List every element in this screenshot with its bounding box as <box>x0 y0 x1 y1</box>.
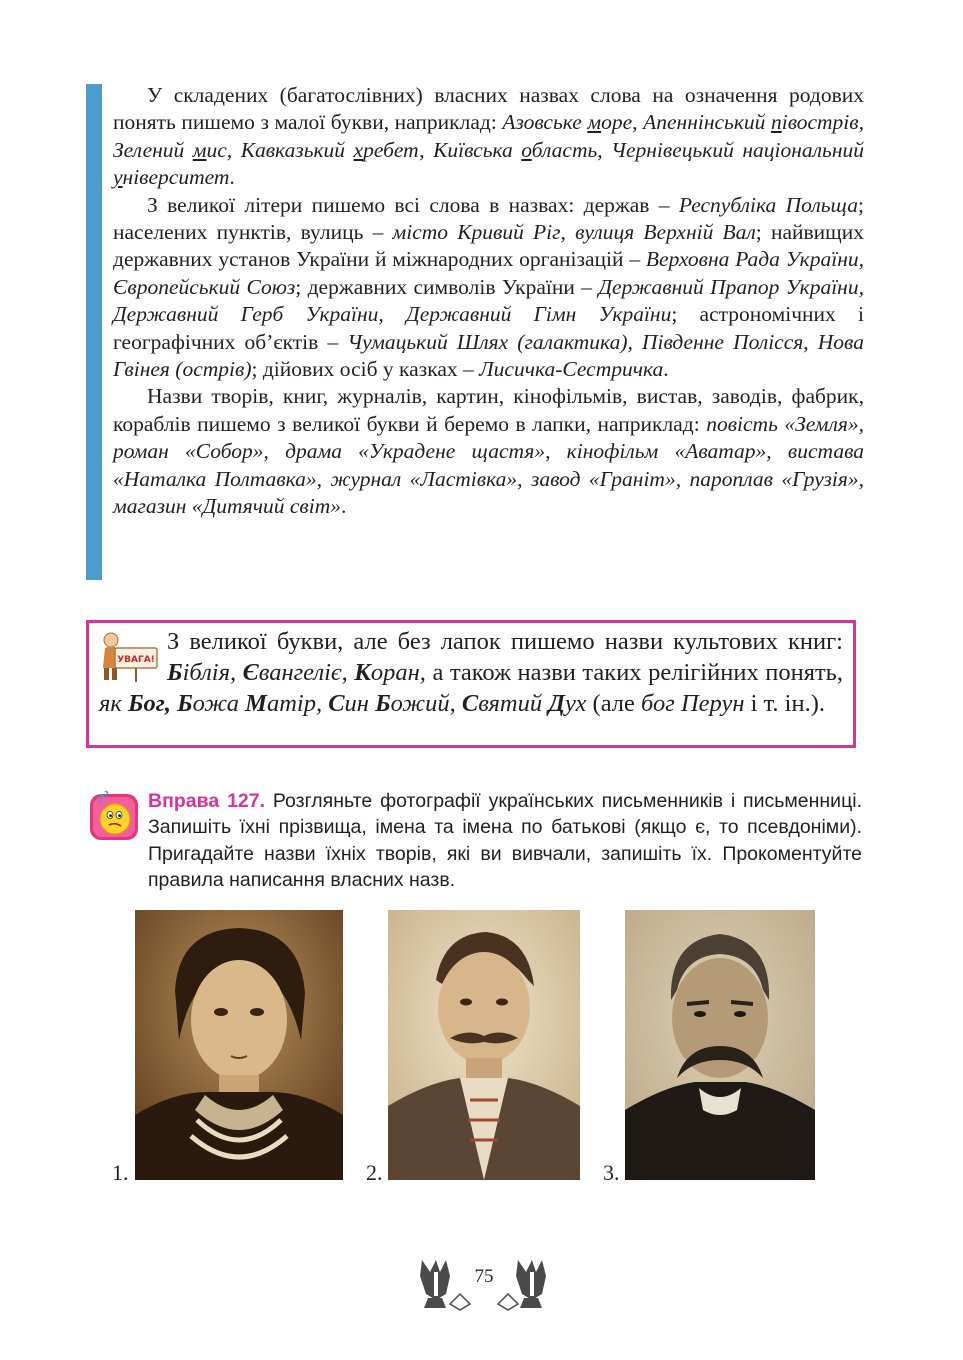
svg-text:?: ? <box>98 792 105 805</box>
thinking-face-icon <box>88 788 140 842</box>
rule-paragraph-1: У складених (багатослівних) власних назвах слова на означення родових понять пишемо з малої букви, наприклад: Азовське море, Апеннінський півострів, Зелений мис, Кавказький хребет, Київська область, Чернівецький національний університет. <box>113 83 864 190</box>
attention-sign-label: УВАГА! <box>117 655 155 665</box>
exercise-text <box>148 788 862 893</box>
attention-text: З великої букви, але без лапок пишемо назви культових книг: Біблія, Євангеліє, Коран, а також назви таких релігійних понять, як Бог, Божа Матір, Син Божий, Святий Дух (але бог Перун і т. ін.). <box>99 628 843 717</box>
exercise-instructions: Розгляньте фотографії українських письменників і письменниці. Запишіть їхні прізвища, імена та імена по батькові (якщо є, то псевдоніми). Пригадайте назви їхніх творів, які ви вивчали, запишіть їх. Прокоментуйте правила написання власних назв. <box>148 790 862 891</box>
rule-block <box>86 82 864 521</box>
attention-box <box>86 620 856 748</box>
svg-text:?: ? <box>104 790 109 799</box>
photo-number-2: 2. <box>366 1160 383 1185</box>
rule-text <box>113 82 864 521</box>
exercise-title: Вправа 127. <box>148 790 266 812</box>
attention-sign-icon <box>97 628 159 684</box>
rule-paragraph-2: З великої літери пишемо всі слова в назвах: держав – Республіка Польща; населених пунктів, вулиць – місто Кривий Ріг, вулиця Верхній Вал; найвищих державних установ України й міжнародних організацій – Верховна Рада України, Європейський Союз; державних символів України – Державний Прапор України, Державний Герб України, Державний Гімн України; астрономічних і географічних об’єктів – Чумацький Шлях (галактика), Південне Полісся, Нова Гвінея (острів); дійових осіб у казках – Лисичка-Сестричка. <box>113 192 865 382</box>
page-number: 75 <box>474 1266 494 1287</box>
photo-number-1: 1. <box>112 1160 129 1185</box>
exercise-127 <box>88 788 862 893</box>
portrait-photo-3 <box>625 910 815 1180</box>
portrait-photo-1 <box>135 910 343 1180</box>
rule-marker-bar <box>86 84 102 580</box>
portrait-photo-2 <box>388 910 580 1180</box>
example-names: Азовське море, Апеннінський півострів, Зелений мис, Кавказький хребет, Київська область, Чернівецький національний університет <box>113 110 864 190</box>
photo-number-3: 3. <box>603 1160 620 1185</box>
page-footer <box>416 1254 552 1312</box>
rule-paragraph-3: Назви творів, книг, журналів, картин, кінофільмів, вистав, заводів, фабрик, кораблів пишемо з великої букви й беремо в лапки, наприклад: повість «Земля», роман «Собор», драма «Украдене щастя», кінофільм «Аватар», вистава «Наталка Полтавка», журнал «Ластівка», завод «Граніт», пароплав «Грузія», магазин «Дитячий світ». <box>113 384 865 519</box>
